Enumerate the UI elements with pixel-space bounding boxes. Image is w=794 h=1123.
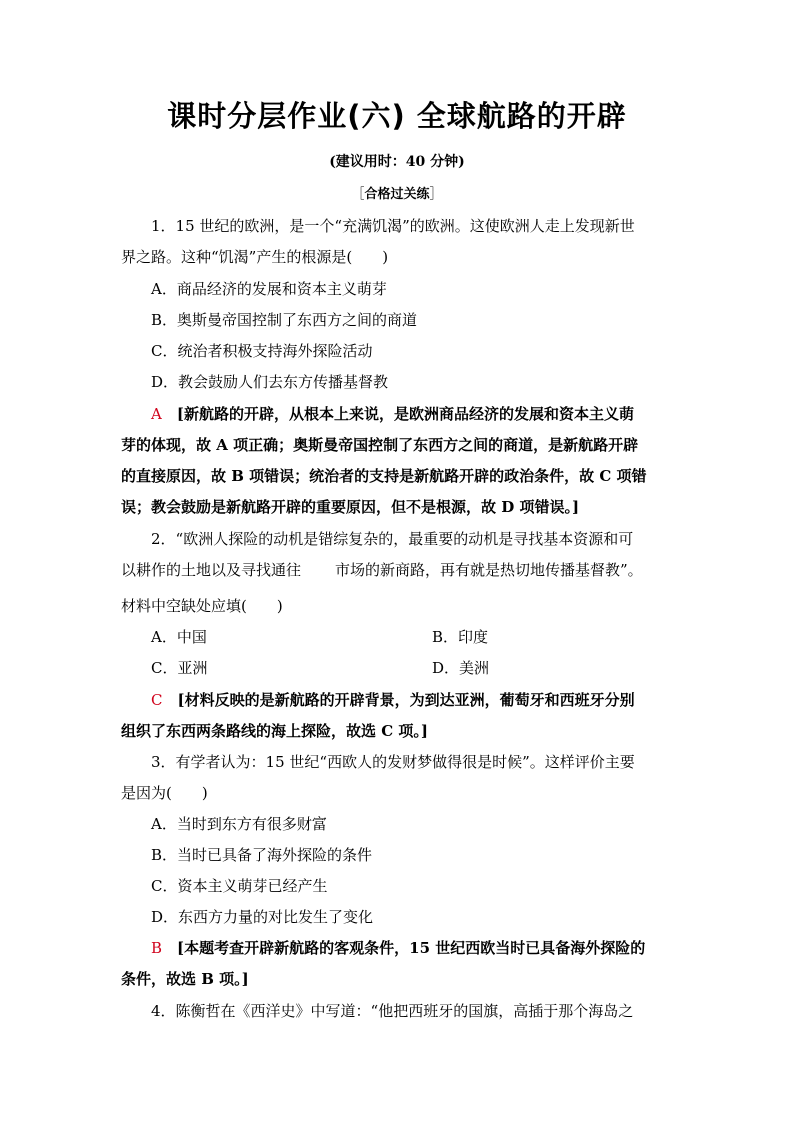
q1-option-b: B．奥斯曼帝国控制了东西方之间的商道: [151, 311, 418, 329]
q2-stem-part-1: 以耕作的土地以及寻找通往: [121, 561, 302, 579]
q2-option-d: D．美洲: [432, 659, 490, 677]
q1-stem-line-2: 界之路。这种“饥渴”产生的根源是( ): [121, 248, 389, 266]
q3-stem-line-1: 3．有学者认为：15 世纪“西欧人的发财梦做得很是时候”。这样评价主要: [151, 753, 635, 771]
q4-stem-line-1: 4．陈衡哲在《西洋史》中写道：“他把西班牙的国旗，高插于那个海岛之: [151, 1002, 634, 1020]
q2-explanation-text: [材料反映的是新航路的开辟背景，为到达亚洲，葡萄牙和西班牙分别: [177, 691, 635, 709]
q2-option-a: A．中国: [151, 628, 207, 646]
q2-explanation-line-1: [151, 688, 635, 712]
section-heading: [0, 183, 794, 207]
q1-explanation-text: [新航路的开辟，从根本上来说，是欧洲商品经济的发展和资本主义萌: [176, 405, 634, 423]
q1-option-c: C．统治者积极支持海外探险活动: [151, 342, 373, 360]
q1-explanation-line-1: [151, 402, 634, 426]
q2-stem-line-1: 2．“欧洲人探险的动机是错综复杂的，最重要的动机是寻找基本资源和可: [151, 530, 634, 548]
q2-explanation-line-2: 组织了东西两条路线的海上探险，故选 C 项。]: [121, 722, 428, 740]
q3-explanation-line-2: 条件，故选 B 项。]: [121, 970, 249, 988]
q3-stem-line-2: 是因为( ): [121, 784, 208, 802]
q3-explanation-line-1: [151, 936, 645, 960]
q1-explanation-line-2: 芽的体现，故 A 项正确；奥斯曼帝国控制了东西方之间的商道，是新航路开辟: [121, 436, 639, 454]
section-bracket-open: ［: [351, 187, 365, 202]
q2-stem-line-3: 材料中空缺处应填( ): [121, 597, 283, 615]
q3-explanation-text: [本题考查开辟新航路的客观条件，15 世纪西欧当时已具备海外探险的: [177, 939, 646, 957]
q2-option-c: C．亚洲: [151, 659, 208, 677]
q1-answer: A: [151, 405, 162, 423]
q2-option-b: B．印度: [432, 628, 489, 646]
q3-option-b: B．当时已具备了海外探险的条件: [151, 846, 373, 864]
q3-option-a: A．当时到东方有很多财富: [151, 815, 327, 833]
q1-option-a: A．商品经济的发展和资本主义萌芽: [151, 280, 387, 298]
q3-option-d: D．东西方力量的对比发生了变化: [151, 908, 374, 926]
suggested-time: (建议用时：40 分钟): [329, 154, 465, 170]
q2-answer: C: [151, 691, 163, 709]
q1-option-d: D．教会鼓励人们去东方传播基督教: [151, 373, 389, 391]
q2-stem-line-2: [121, 558, 643, 582]
q2-stem-part-2: 市场的新商路，再有就是热切地传播基督教”。: [335, 561, 643, 579]
section-label: 合格过关练: [364, 187, 430, 202]
q1-stem-line-1: 1．15 世纪的欧洲，是一个“充满饥渴”的欧洲。这使欧洲人走上发现新世: [151, 217, 635, 235]
section-bracket-close: ］: [429, 187, 443, 202]
page-title: 课时分层作业(六) 全球航路的开辟: [167, 99, 627, 133]
q1-explanation-line-4: 误；教会鼓励是新航路开辟的重要原因，但不是根源，故 D 项错误。]: [121, 498, 580, 516]
q3-option-c: C．资本主义萌芽已经产生: [151, 877, 328, 895]
q1-explanation-line-3: 的直接原因，故 B 项错误；统治者的支持是新航路开辟的政治条件，故 C 项错: [121, 467, 647, 485]
q3-answer: B: [151, 939, 163, 957]
